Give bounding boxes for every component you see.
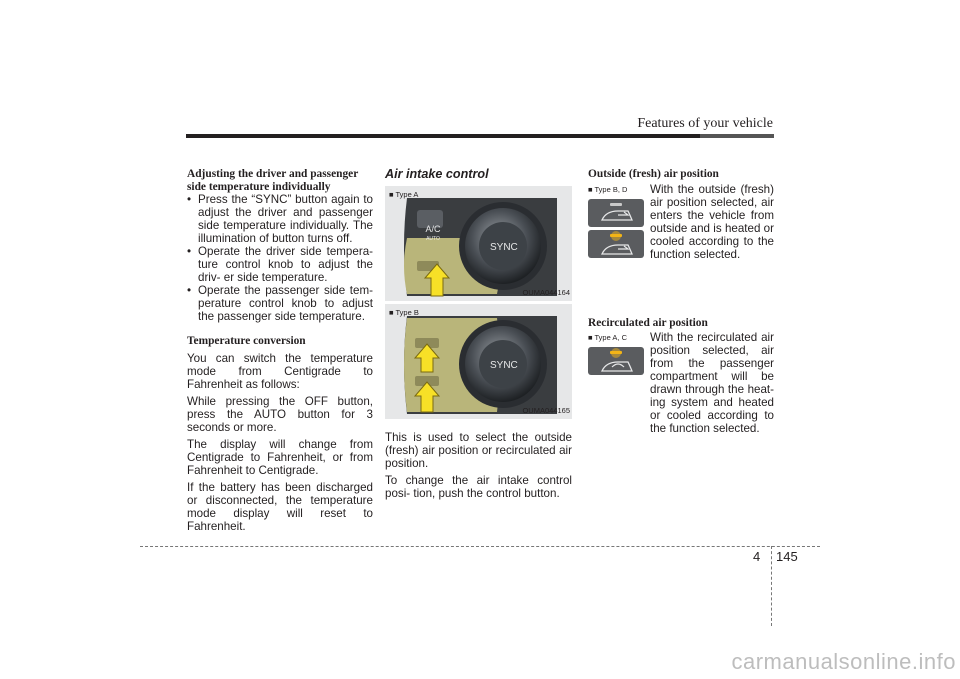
figure-type-label: ■ Type B — [389, 308, 419, 317]
ac-button-label: A/C — [425, 224, 441, 234]
column-left — [187, 168, 373, 533]
sync-knob-label: SYNC — [490, 242, 518, 253]
figure-type-a — [385, 186, 572, 301]
heading-recirculated-air: Recirculated air position — [588, 316, 708, 329]
outside-air-text: With the outside (fresh) air position selected, air enters the vehicle from outside and is heated or cooled according to the function selected. — [650, 182, 774, 261]
heading-outside-air: Outside (fresh) air position — [588, 168, 719, 180]
column-middle — [385, 168, 572, 500]
control-panel-illustration — [385, 304, 572, 419]
paragraph: To change the air intake control posi- tion, push the control button. — [385, 474, 572, 500]
page-separator — [771, 546, 772, 626]
paragraph: The display will change from Centigrade to Fahrenheit, or from Fahrenheit to Centigrade. — [187, 437, 373, 477]
type-label-a-c: ■ Type A, C — [588, 333, 627, 342]
outside-air-block — [588, 183, 774, 293]
paragraph: You can switch the temperature mode from Centigrade to Fahrenheit as follows: — [187, 351, 373, 391]
fresh-air-off-icon — [588, 199, 644, 227]
bullet-item: • Operate the passenger side tem- perature control knob to adjust the passenger side temperature. — [187, 284, 373, 323]
type-label-b-d: ■ Type B, D — [588, 184, 628, 194]
figure-code: OUMA044164 — [522, 288, 570, 297]
figure-type-label: ■ Type A — [389, 190, 419, 199]
control-panel-illustration — [385, 186, 572, 301]
fresh-air-on-icon — [588, 230, 644, 258]
bullet-list — [187, 193, 373, 323]
figure-code: OUMA044165 — [522, 406, 570, 415]
recirc-air-icons — [588, 331, 648, 375]
sync-knob-label: SYNC — [490, 360, 518, 371]
footer-rule — [140, 546, 820, 547]
bullet-item: • Press the “SYNC” button again to adjust the driver and passenger side temperature individually. The illumination of button turns off. — [187, 193, 373, 245]
paragraph: This is used to select the outside (fresh) air position or recirculated air position. — [385, 431, 572, 470]
heading-adjusting-individually: Adjusting the driver and passenger side temperature individually — [187, 168, 359, 193]
paragraph: If the battery has been discharged or disconnected, the temperature mode display will reset to Fahrenheit. — [187, 480, 373, 533]
watermark: carmanualsonline.info — [731, 649, 956, 674]
column-right — [588, 168, 774, 435]
recirc-air-on-icon — [588, 347, 644, 375]
header-rule-accent — [700, 134, 774, 138]
heading-air-intake-control: Air intake control — [385, 167, 489, 181]
paragraph: While pressing the OFF button, press the AUTO button for 3 seconds or more. — [187, 394, 373, 434]
page-number: 145 — [776, 549, 798, 564]
chapter-number: 4 — [753, 549, 761, 564]
recirc-air-text: With the recirculated air position selected, air from the passenger compartment will be drawn through the heat- ing system and heated or cooled according to the function selected. — [650, 331, 774, 435]
header-rule — [186, 134, 774, 138]
section-title: Features of your vehicle — [637, 116, 773, 131]
heading-temperature-conversion: Temperature conversion — [187, 335, 306, 347]
ac-button-sublabel: AUTO — [426, 236, 440, 242]
bullet-item: • Operate the driver side tempera- ture control knob to adjust the driv- er side temperature. — [187, 245, 373, 284]
outside-air-icons — [588, 183, 648, 258]
recirc-air-block — [588, 331, 774, 435]
figure-type-b — [385, 304, 572, 419]
